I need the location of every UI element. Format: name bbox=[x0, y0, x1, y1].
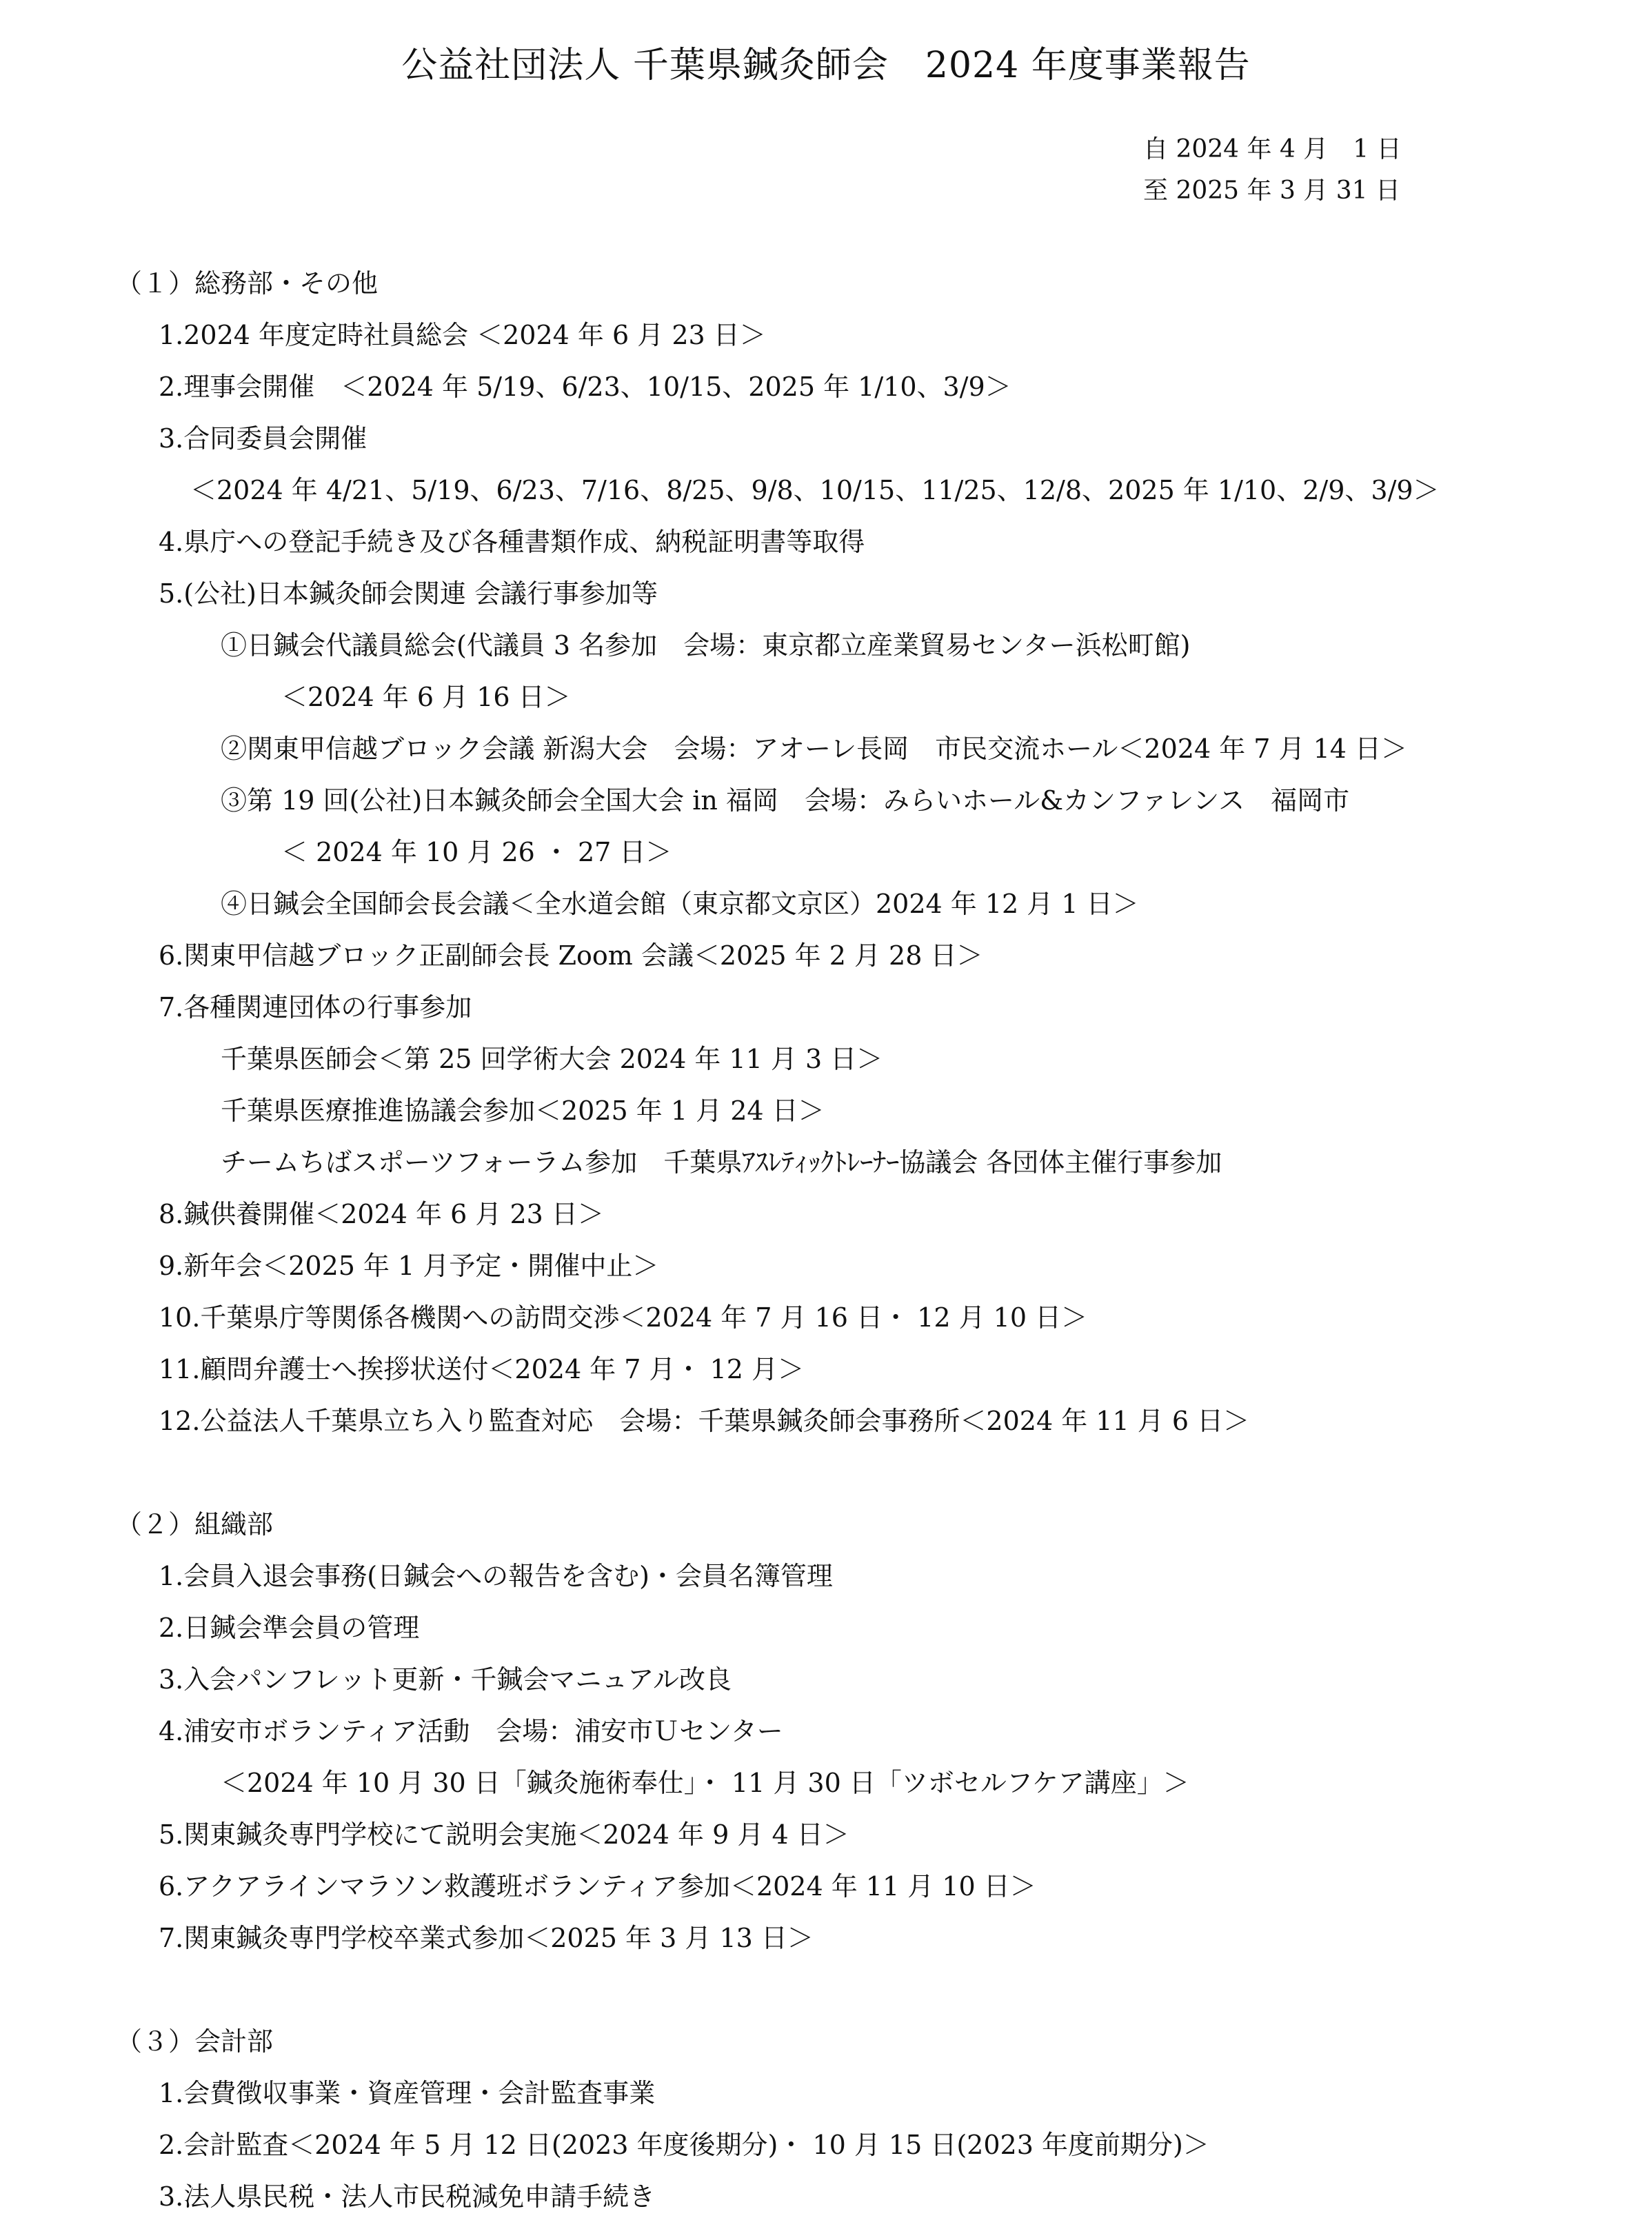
list-item: 5.(公社)日本鍼灸師会関連 会議行事参加等 bbox=[159, 578, 658, 609]
list-item: 7.関東鍼灸専門学校卒業式参加＜2025 年 3 月 13 日＞ bbox=[159, 1923, 814, 1953]
section-heading-organization: （２）組織部 bbox=[116, 1509, 274, 1540]
list-item: 8.鍼供養開催＜2024 年 6 月 23 日＞ bbox=[159, 1199, 604, 1229]
period-from: 自 2024 年 4 月 1 日 bbox=[1143, 135, 1402, 163]
list-item: 6.関東甲信越ブロック正副師会長 Zoom 会議＜2025 年 2 月 28 日＞ bbox=[159, 940, 983, 971]
list-item: 2.理事会開催 ＜2024 年 5/19、6/23、10/15、2025 年 1/10、3/9＞ bbox=[159, 372, 1011, 402]
period-to: 至 2025 年 3 月 31 日 bbox=[1143, 176, 1400, 205]
list-item: 1.2024 年度定時社員総会 ＜2024 年 6 月 23 日＞ bbox=[159, 320, 766, 350]
list-item: 3.合同委員会開催 bbox=[159, 423, 367, 454]
sub-item: ②関東甲信越ブロック会議 新潟大会 会場：アオーレ長岡 市民交流ホール＜2024 年 7 月 14 日＞ bbox=[221, 734, 1408, 764]
list-item: 6.アクアラインマラソン救護班ボランティア参加＜2024 年 11 月 10 日＞ bbox=[159, 1871, 1036, 1902]
list-item: 1.会員入退会事務(日鍼会への報告を含む)・会員名簿管理 bbox=[159, 1561, 833, 1591]
sub-item-date: ＜ 2024 年 10 月 26 ・ 27 日＞ bbox=[281, 837, 672, 867]
list-item: 10.千葉県庁等関係各機関への訪問交渉＜2024 年 7 月 16 日・ 12 月 10 日＞ bbox=[159, 1302, 1088, 1333]
sub-item: ④日鍼会全国師会長会議＜全水道会館（東京都文京区）2024 年 12 月 1 日＞ bbox=[221, 889, 1139, 919]
sub-item: ＜2024 年 10 月 30 日「鍼灸施術奉仕」・ 11 月 30 日「ツボセルフケア講座」＞ bbox=[221, 1768, 1189, 1798]
list-item: 7.各種関連団体の行事参加 bbox=[159, 992, 472, 1022]
sub-item: 千葉県医師会＜第 25 回学術大会 2024 年 11 月 3 日＞ bbox=[221, 1044, 883, 1074]
list-item: 2.会計監査＜2024 年 5 月 12 日(2023 年度後期分)・ 10 月 15 日(2023 年度前期分)＞ bbox=[159, 2130, 1209, 2160]
list-item-detail: ＜2024 年 4/21、5/19、6/23、7/16、8/25、9/8、10/15、11/25、12/8、2025 年 1/10、2/9、3/9＞ bbox=[190, 475, 1440, 505]
sub-item: ①日鍼会代議員総会(代議員 3 名参加 会場：東京都立産業貿易センター浜松町館) bbox=[221, 630, 1191, 660]
list-item: 2.日鍼会準会員の管理 bbox=[159, 1613, 420, 1643]
list-item: 12.公益法人千葉県立ち入り監査対応 会場：千葉県鍼灸師会事務所＜2024 年 11 月 6 日＞ bbox=[159, 1406, 1250, 1436]
document-title: 公益社団法人 千葉県鍼灸師会 2024 年度事業報告 bbox=[401, 45, 1251, 86]
section-heading-accounting: （３）会計部 bbox=[116, 2026, 274, 2057]
sub-item: ③第 19 回(公社)日本鍼灸師会全国大会 in 福岡 会場：みらいホール&カンファレンス 福岡市 bbox=[221, 785, 1350, 816]
list-item: 9.新年会＜2025 年 1 月予定・開催中止＞ bbox=[159, 1251, 659, 1281]
section-heading-general-affairs: （１）総務部・その他 bbox=[116, 268, 379, 299]
list-item: 1.会費徴収事業・資産管理・会計監査事業 bbox=[159, 2078, 656, 2108]
list-item: 4.県庁への登記手続き及び各種書類作成、納税証明書等取得 bbox=[159, 527, 865, 557]
list-item: 4.浦安市ボランティア活動 会場：浦安市Ｕセンター bbox=[159, 1716, 783, 1746]
list-item: 3.入会パンフレット更新・千鍼会マニュアル改良 bbox=[159, 1664, 732, 1695]
sub-item: チームちばスポーツフォーラム参加 千葉県ｱｽﾚﾃｨｯｸﾄﾚｰﾅｰ協議会 各団体主催行事参加 bbox=[221, 1147, 1222, 1178]
sub-item-date: ＜2024 年 6 月 16 日＞ bbox=[281, 682, 571, 712]
sub-item: 千葉県医療推進協議会参加＜2025 年 1 月 24 日＞ bbox=[221, 1096, 825, 1126]
list-item: 3.法人県民税・法人市民税減免申請手続き bbox=[159, 2181, 656, 2212]
list-item: 11.顧問弁護士へ挨拶状送付＜2024 年 7 月・ 12 月＞ bbox=[159, 1354, 805, 1384]
list-item: 5.関東鍼灸専門学校にて説明会実施＜2024 年 9 月 4 日＞ bbox=[159, 1819, 849, 1850]
